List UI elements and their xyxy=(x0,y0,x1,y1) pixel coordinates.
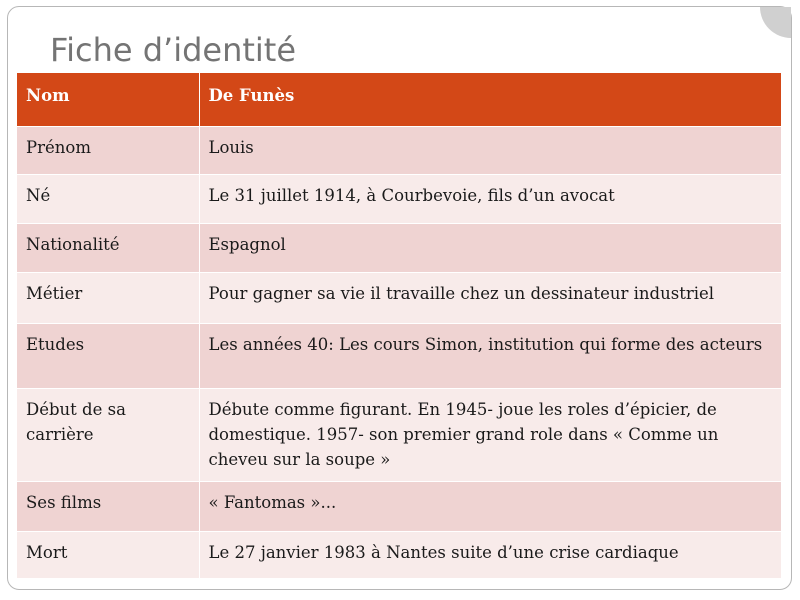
corner-circle xyxy=(760,7,791,38)
row-value-cell: Pour gagner sa vie il travaille chez un dessinateur industriel xyxy=(199,272,781,323)
table-row xyxy=(17,388,781,481)
table-header-row xyxy=(17,73,781,126)
row-key-cell: Ses films xyxy=(17,481,199,531)
row-key-cell: Né xyxy=(17,174,199,223)
row-value-cell: Les années 40: Les cours Simon, institution qui forme des acteurs xyxy=(199,323,781,388)
header-value-cell: De Funès xyxy=(199,73,781,126)
header-key-cell: Nom xyxy=(17,73,199,126)
row-key-cell: Etudes xyxy=(17,323,199,388)
table-row xyxy=(17,126,781,174)
row-key-cell: Métier xyxy=(17,272,199,323)
table-row xyxy=(17,531,781,578)
identity-table xyxy=(17,73,781,578)
row-value-cell: Espagnol xyxy=(199,223,781,272)
slide-title: Fiche d’identité xyxy=(50,31,297,69)
corner-decoration xyxy=(741,7,791,57)
row-value-cell: Le 27 janvier 1983 à Nantes suite d’une crise cardiaque xyxy=(199,531,781,578)
row-value-cell: « Fantomas »... xyxy=(199,481,781,531)
row-key-cell: Nationalité xyxy=(17,223,199,272)
row-key-cell: Prénom xyxy=(17,126,199,174)
table-row xyxy=(17,323,781,388)
table-row xyxy=(17,481,781,531)
row-value-cell: Le 31 juillet 1914, à Courbevoie, fils d’un avocat xyxy=(199,174,781,223)
table-row xyxy=(17,272,781,323)
row-key-cell: Mort xyxy=(17,531,199,578)
row-value-cell: Louis xyxy=(199,126,781,174)
table-row xyxy=(17,174,781,223)
row-key-cell: Début de sa carrière xyxy=(17,388,199,481)
table-row xyxy=(17,223,781,272)
row-value-cell: Débute comme figurant. En 1945- joue les roles d’épicier, de domestique. 1957- son premier grand role dans « Comme un cheveu sur la soupe » xyxy=(199,388,781,481)
